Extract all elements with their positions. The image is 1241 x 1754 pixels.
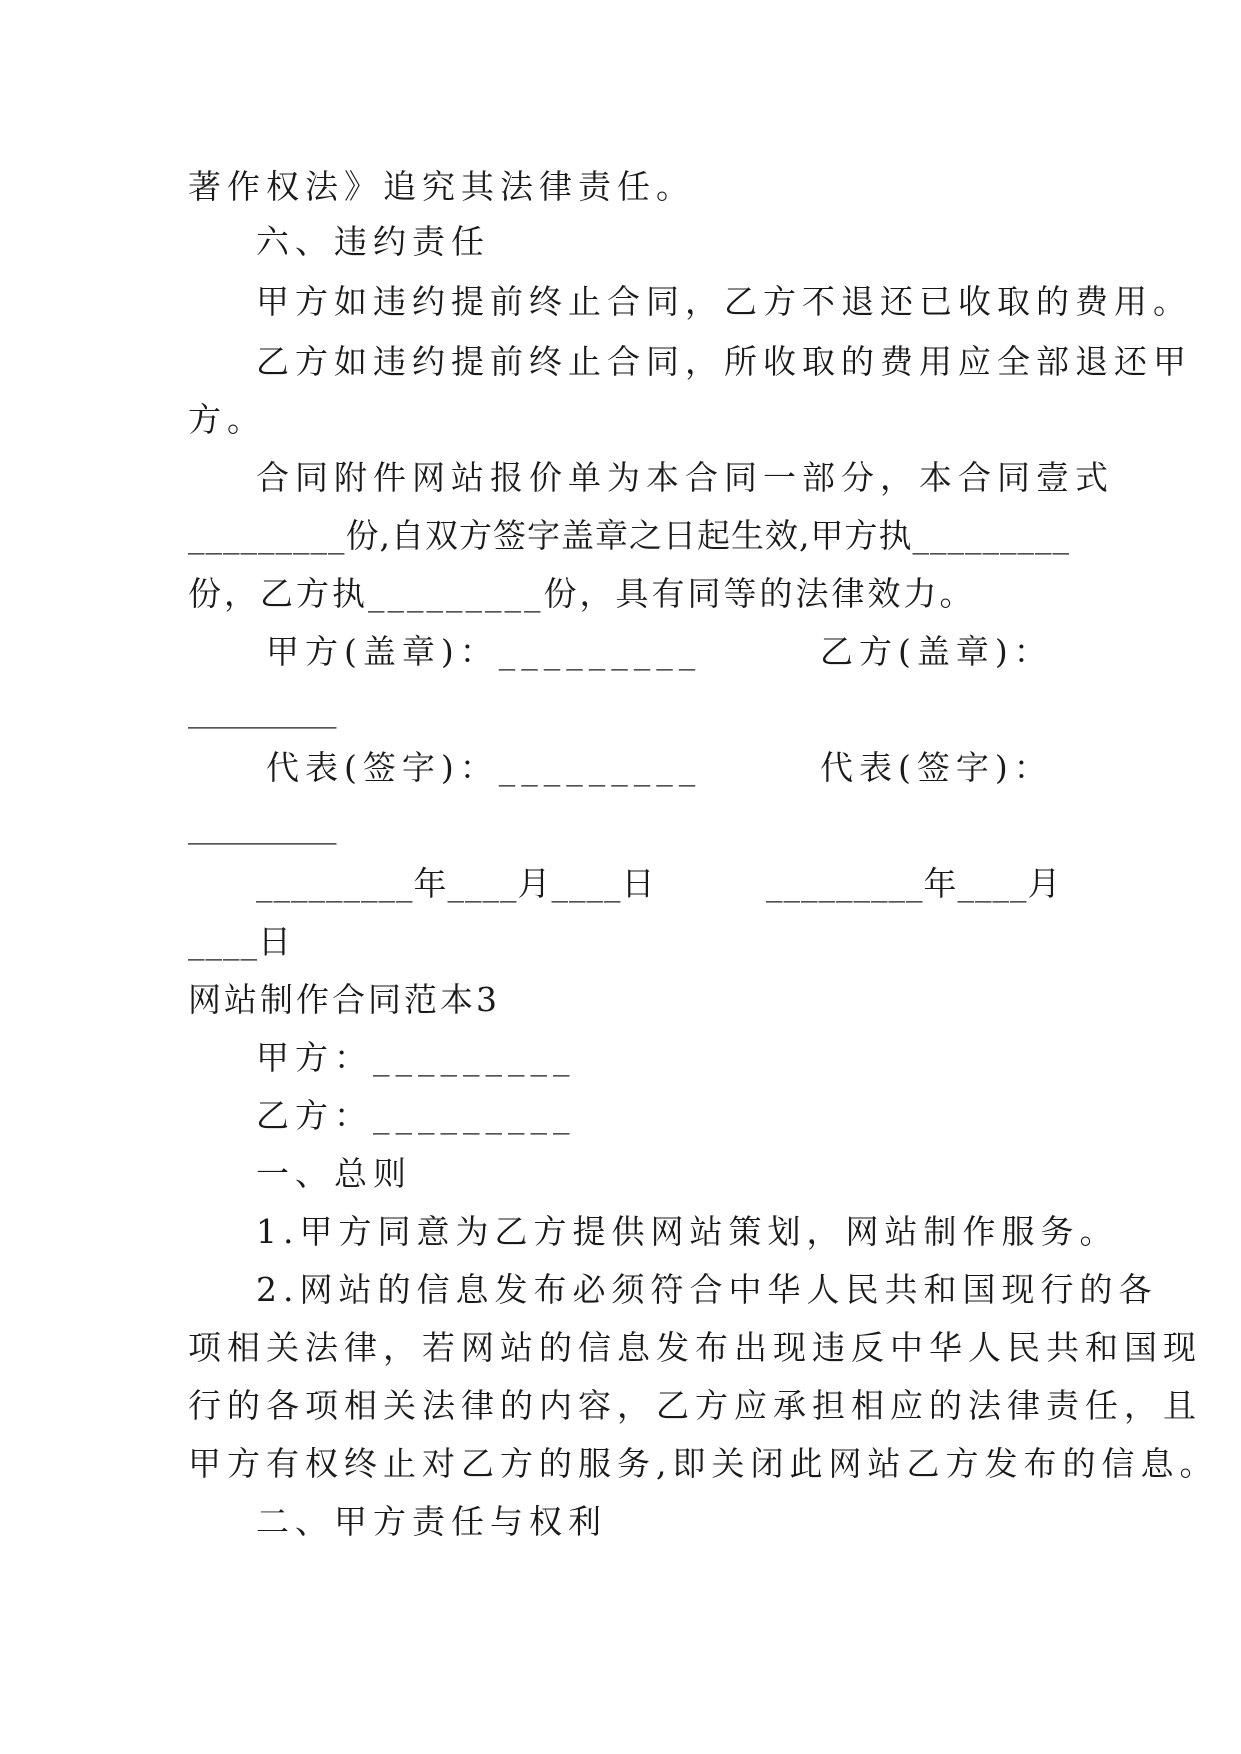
document-title: 网站制作合同范本3 bbox=[188, 980, 500, 1019]
blank-line: _________ bbox=[188, 690, 337, 729]
signature-party-b-seal: 乙方(盖章)： bbox=[820, 632, 1053, 671]
text-line: 甲方有权终止对乙方的服务,即关闭此网站乙方发布的信息。 bbox=[188, 1444, 1219, 1483]
text-line: 合同附件网站报价单为本合同一部分，本合同壹式 bbox=[256, 458, 1114, 497]
text-line: 行的各项相关法律的内容，乙方应承担相应的法律责任，且 bbox=[188, 1386, 1202, 1425]
date-line-continuation: ____日 bbox=[188, 922, 292, 961]
section-heading: 一、总则 bbox=[256, 1154, 412, 1193]
text-line: _________份,自双方签字盖章之日起生效,甲方执_________ bbox=[188, 516, 1070, 555]
date-line-party-b: _________年____月 bbox=[766, 864, 1062, 903]
text-line: 甲方如违约提前终止合同，乙方不退还已收取的费用。 bbox=[256, 282, 1192, 321]
text-line: 份，乙方执_________份，具有同等的法律效力。 bbox=[188, 574, 976, 613]
text-line: 方。 bbox=[188, 400, 266, 439]
text-line: 2.网站的信息发布必须符合中华人民共和国现行的各 bbox=[256, 1270, 1158, 1309]
signature-party-a-representative: 代表(签字)：_________ bbox=[266, 748, 702, 787]
section-heading: 六、违约责任 bbox=[256, 222, 490, 261]
date-line-party-a: _________年____月____日 bbox=[256, 864, 656, 903]
text-line: 1.甲方同意为乙方提供网站策划，网站制作服务。 bbox=[256, 1212, 1119, 1251]
text-line: 项相关法律，若网站的信息发布出现违反中华人民共和国现 bbox=[188, 1328, 1202, 1367]
blank-line: _________ bbox=[188, 806, 337, 845]
signature-party-b-representative: 代表(签字)： bbox=[820, 748, 1053, 787]
signature-party-a-seal: 甲方(盖章)：_________ bbox=[266, 632, 702, 671]
text-line: 著作权法》追究其法律责任。 bbox=[188, 167, 695, 206]
party-b-field: 乙方：_________ bbox=[256, 1096, 576, 1135]
section-heading: 二、甲方责任与权利 bbox=[256, 1502, 607, 1541]
text-line: 乙方如违约提前终止合同，所收取的费用应全部退还甲 bbox=[256, 342, 1192, 381]
party-a-field: 甲方：_________ bbox=[256, 1038, 576, 1077]
